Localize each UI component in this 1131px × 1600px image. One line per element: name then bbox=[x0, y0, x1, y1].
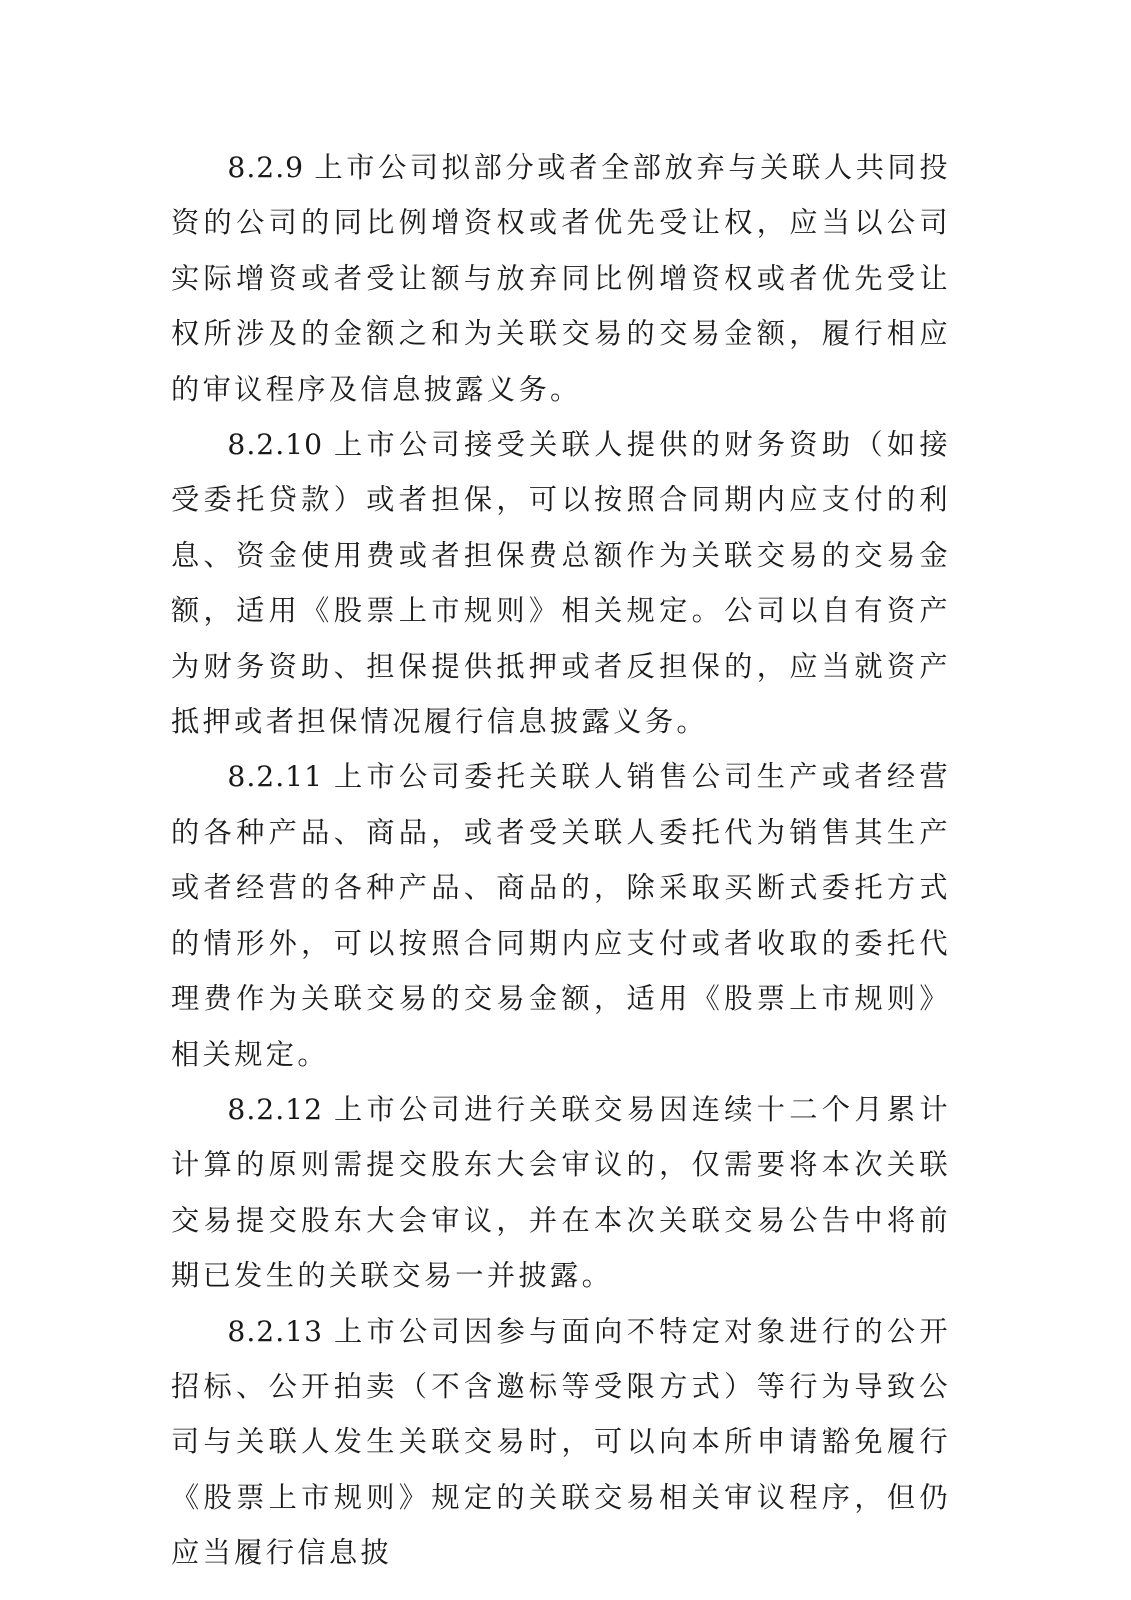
clause-number: 8.2.9 bbox=[227, 151, 305, 184]
clause-text: 上市公司拟部分或者全部放弃与关联人共同投资的公司的同比例增资权或者优先受让权，应当以公司实际增资或者受让额与放弃同比例增资权或者优先受让权所涉及的金额之和为关联交易的交易金额，履行相应的审议程序及信息披露义务。 bbox=[171, 151, 951, 406]
clause-number: 8.2.11 bbox=[227, 760, 324, 794]
clause-text: 上市公司接受关联人提供的财务资助（如接受委托贷款）或者担保，可以按照合同期内应支付的利息、资金使用费或者担保费总额作为关联交易的交易金额，适用《股票上市规则》相关规定。公司以自有资产为财务资助、担保提供抵押或者反担保的，应当就资产抵押或者担保情况履行信息披露义务。 bbox=[171, 428, 951, 739]
clause-number: 8.2.10 bbox=[227, 428, 324, 462]
clause-text: 上市公司进行关联交易因连续十二个月累计计算的原则需提交股东大会审议的，仅需要将本次关联交易提交股东大会审议，并在本次关联交易公告中将前期已发生的关联交易一并披露。 bbox=[171, 1092, 951, 1293]
clause-8-2-10 bbox=[171, 417, 951, 749]
clause-8-2-13 bbox=[171, 1304, 951, 1581]
clause-8-2-12 bbox=[171, 1082, 951, 1304]
clause-text: 上市公司因参与面向不特定对象进行的公开招标、公开拍卖（不含邀标等受限方式）等行为导致公司与关联人发生关联交易时，可以向本所申请豁免履行《股票上市规则》规定的关联交易相关审议程序，但仍应当履行信息披 bbox=[171, 1314, 951, 1570]
clause-8-2-9 bbox=[171, 140, 951, 417]
document-body bbox=[171, 140, 951, 1581]
clause-number: 8.2.12 bbox=[227, 1092, 324, 1126]
clause-text: 上市公司委托关联人销售公司生产或者经营的各种产品、商品，或者受关联人委托代为销售其生产或者经营的各种产品、商品的，除采取买断式委托方式的情形外，可以按照合同期内应支付或者收取的委托代理费作为关联交易的交易金额，适用《股票上市规则》相关规定。 bbox=[171, 760, 951, 1071]
clause-8-2-11 bbox=[171, 749, 951, 1081]
clause-number: 8.2.13 bbox=[227, 1314, 324, 1348]
